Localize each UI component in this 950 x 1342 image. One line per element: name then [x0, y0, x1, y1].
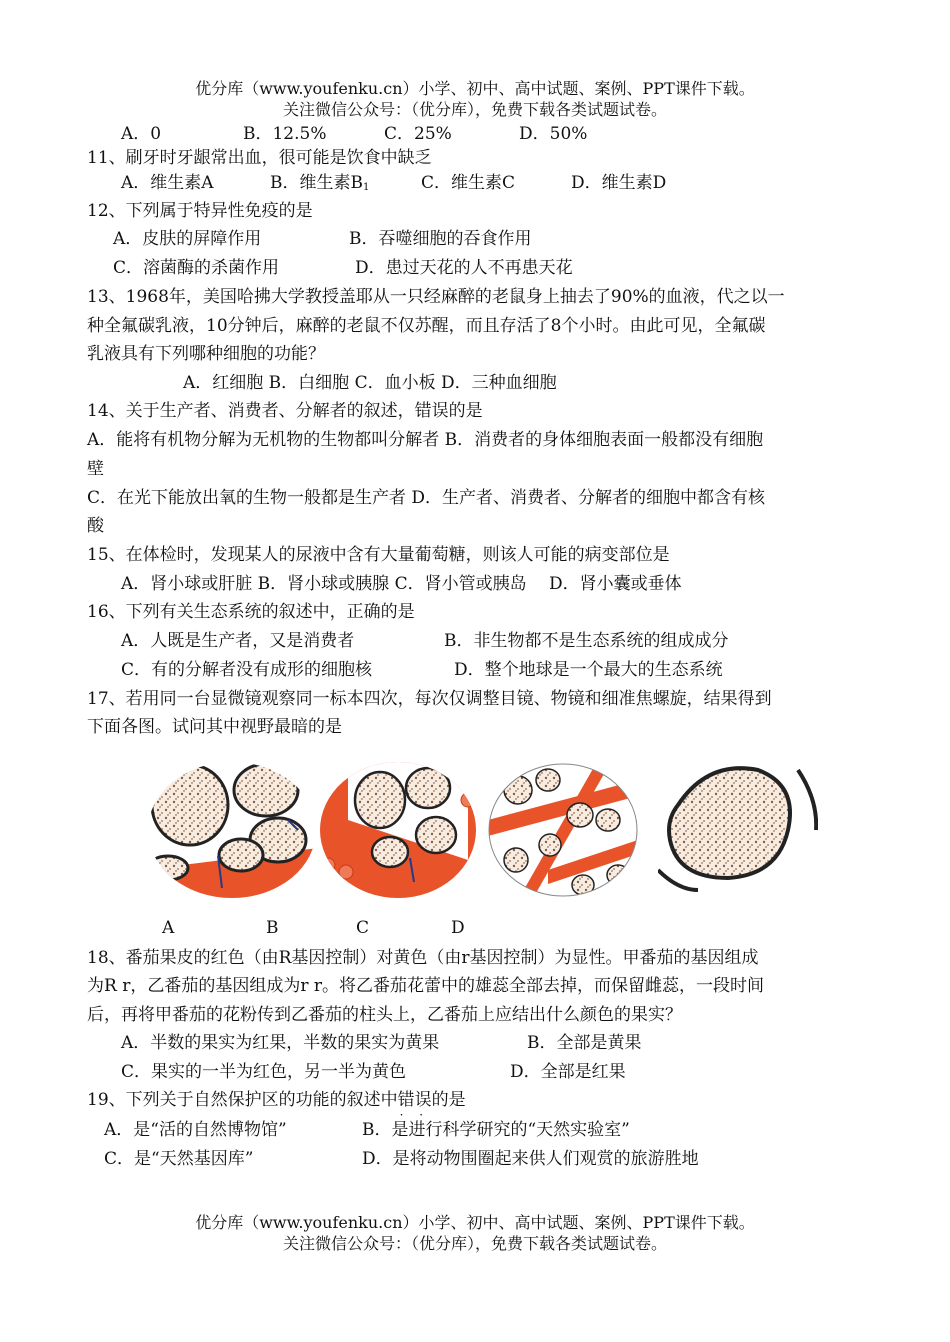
- q14-line-2: 壁: [87, 459, 104, 479]
- q18-option-b: B．全部是黄果: [527, 1033, 642, 1053]
- q11-option-a: A．维生素A: [121, 173, 214, 193]
- figure-label-b: B: [266, 918, 279, 938]
- q10-option-b: B．12.5%: [243, 124, 327, 144]
- q19-option-c: C．是“天然基因库”: [104, 1149, 254, 1169]
- q18-line-3: 后，再将甲番茄的花粉传到乙番茄的柱头上，乙番茄上应结出什么颜色的果实？: [87, 1005, 682, 1025]
- q13-line-2: 种全氟碳乳液，10分钟后，麻醉的老鼠不仅苏醒，而且存活了8个小时。由此可见，全氟碳: [87, 316, 766, 336]
- q12-option-a: A．皮肤的屏障作用: [113, 229, 262, 249]
- q14-line-3: C．在光下能放出氧的生物一般都是生产者 D．生产者、消费者、分解者的细胞中都含有核: [87, 488, 766, 508]
- q19-option-b: B．是进行科学研究的“天然实验室”: [362, 1120, 630, 1140]
- q11-option-b: B．维生素$B_1$: [270, 173, 370, 193]
- q14-line-1: A．能将有机物分解为无机物的生物都叫分解者 B．消费者的身体细胞表面一般都没有细胞: [87, 430, 764, 450]
- q16-option-a: A．人既是生产者，又是消费者: [121, 631, 355, 651]
- q14-stem: 14、关于生产者、消费者、分解者的叙述，错误的是: [87, 401, 483, 421]
- q16-option-c: C．有的分解者没有成形的细胞核: [121, 660, 373, 680]
- q19-option-a: A．是“活的自然博物馆”: [104, 1120, 287, 1140]
- footer-line-1: 优分库（www.youfenku.cn）小学、初中、高中试题、案例、PPT课件下载。: [195, 1213, 755, 1232]
- q14-line-4: 酸: [87, 516, 104, 536]
- microscope-view-a: [148, 760, 318, 900]
- q10-option-a: A．0: [121, 124, 162, 144]
- q12-option-b: B．吞噬细胞的吞食作用: [349, 229, 532, 249]
- q17-line-2: 下面各图。试问其中视野最暗的是: [87, 717, 342, 737]
- q17-line-1: 17、若用同一台显微镜观察同一标本四次，每次仅调整目镜、物镜和细准焦螺旋，结果得到: [87, 689, 772, 709]
- q12-option-c: C．溶菌酶的杀菌作用: [113, 258, 280, 278]
- q13-line-1: 13、1968年，美国哈拂大学教授盖耶从一只经麻醉的老鼠身上抽去了90%的血液，代之以一: [87, 287, 785, 307]
- q13-options: A．红细胞 B．白细胞 C．血小板 D．三种血细胞: [183, 373, 557, 393]
- footer-line-2: 关注微信公众号：（优分库），免费下载各类试题试卷。: [282, 1234, 667, 1253]
- q19-option-d: D．是将动物围圈起来供人们观赏的旅游胜地: [362, 1149, 699, 1169]
- microscope-view-c: [488, 760, 638, 900]
- q18-line-2: 为R r，乙番茄的基因组成为r r。将乙番茄花蕾中的雄蕊全部去掉，而保留雌蕊，一段时间: [87, 976, 764, 996]
- figure-label-a: A: [162, 918, 175, 938]
- q18-option-a: A．半数的果实为红果，半数的果实为黄果: [121, 1033, 440, 1053]
- q19-emphasis: 错误 · ·: [398, 1090, 432, 1110]
- figure-label-d: D: [451, 918, 465, 938]
- q16-stem: 16、下列有关生态系统的叙述中，正确的是: [87, 602, 415, 622]
- q18-option-c: C．果实的一半为红色，另一半为黄色: [121, 1062, 407, 1082]
- q11-option-c: C．维生素C: [421, 173, 516, 193]
- figure-label-c: C: [356, 918, 370, 938]
- q12-stem: 12、下列属于特异性免疫的是: [87, 201, 313, 221]
- microscope-view-d: [658, 760, 818, 900]
- q11-stem: 11、刷牙时牙龈常出血，很可能是饮食中缺乏: [87, 148, 432, 168]
- q18-option-d: D．全部是红果: [510, 1062, 626, 1082]
- q19-stem: 19、下列关于自然保护区的功能的叙述中错误 · ·的是: [87, 1089, 466, 1111]
- header-line-1: 优分库（www.youfenku.cn）小学、初中、高中试题、案例、PPT课件下载。: [195, 79, 755, 98]
- q11-option-d: D．维生素D: [571, 173, 667, 193]
- q15-options: A．肾小球或肝脏 B．肾小球或胰腺 C．肾小管或胰岛 D．肾小囊或垂体: [121, 574, 682, 594]
- q18-line-1: 18、番茄果皮的红色（由R基因控制）对黄色（由r基因控制）为显性。甲番茄的基因组成: [87, 948, 759, 968]
- q10-option-d: D．50%: [519, 124, 588, 144]
- header-line-2: 关注微信公众号：（优分库），免费下载各类试题试卷。: [282, 100, 667, 119]
- q16-option-d: D．整个地球是一个最大的生态系统: [454, 660, 723, 680]
- q10-option-c: C．25%: [384, 124, 452, 144]
- microscope-view-b: [318, 760, 478, 900]
- q12-option-d: D．患过天花的人不再患天花: [355, 258, 573, 278]
- q15-stem: 15、在体检时，发现某人的尿液中含有大量葡萄糖，则该人可能的病变部位是: [87, 545, 670, 565]
- q13-line-3: 乳液具有下列哪种细胞的功能？: [87, 344, 325, 364]
- q16-option-b: B．非生物都不是生态系统的组成成分: [444, 631, 729, 651]
- microscope-figures: [148, 760, 818, 900]
